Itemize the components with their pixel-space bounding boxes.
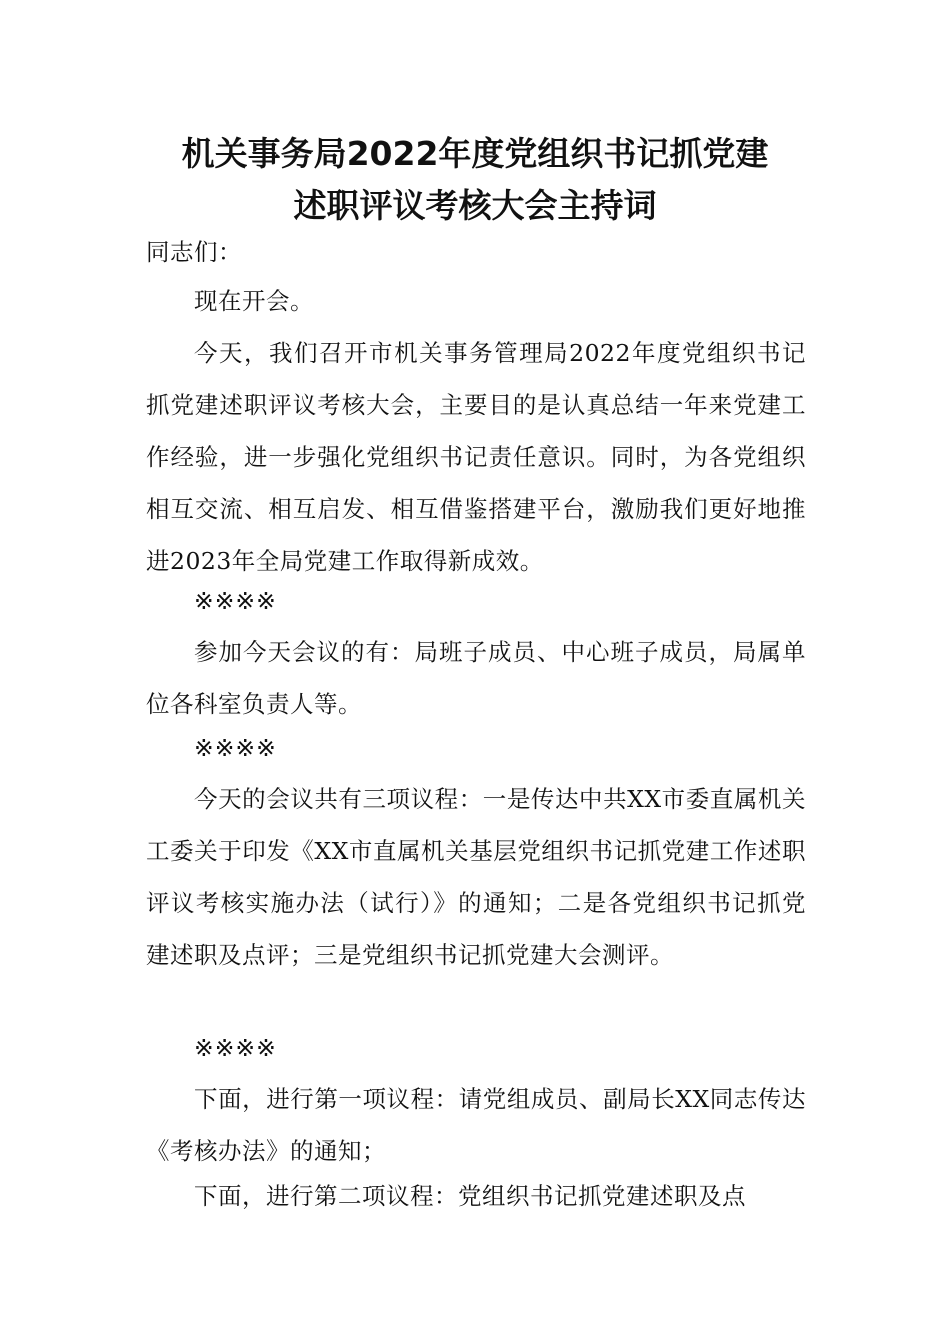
salutation: 同志们： bbox=[146, 238, 242, 266]
paragraph-agenda-item-2: 下面，进行第二项议程：党组织书记抓党建述职及点 bbox=[194, 1182, 746, 1210]
paragraph-purpose: 今天，我们召开市机关事务管理局2022年度党组织书记抓党建述职评议考核大会，主要目的是认真总结一年来党建工作经验，进一步强化党组织书记责任意识。同时，为各党组织相互交流、相互启发、相互借鉴搭建平台，激励我们更好地推进2023年全局党建工作取得新成效。 bbox=[146, 339, 806, 575]
section-separator: ※※※※ bbox=[194, 1034, 277, 1062]
paragraph-open-meeting: 现在开会。 bbox=[194, 287, 314, 315]
section-separator: ※※※※ bbox=[194, 734, 277, 762]
paragraph-agenda: 今天的会议共有三项议程：一是传达中共XX市委直属机关工委关于印发《XX市直属机关基层党组织书记抓党建工作述职评议考核实施办法（试行）》的通知；二是各党组织书记抓党建述职及点评；三是党组织书记抓党建大会测评。 bbox=[146, 785, 806, 969]
document-title-line-1: 机关事务局2022年度党组织书记抓党建 bbox=[181, 134, 769, 173]
section-separator: ※※※※ bbox=[194, 587, 277, 615]
paragraph-attendees: 参加今天会议的有：局班子成员、中心班子成员，局属单位各科室负责人等。 bbox=[146, 638, 806, 718]
paragraph-agenda-item-1: 下面，进行第一项议程：请党组成员、副局长XX同志传达《考核办法》的通知； bbox=[146, 1085, 806, 1165]
document-title-line-2: 述职评议考核大会主持词 bbox=[293, 186, 657, 225]
